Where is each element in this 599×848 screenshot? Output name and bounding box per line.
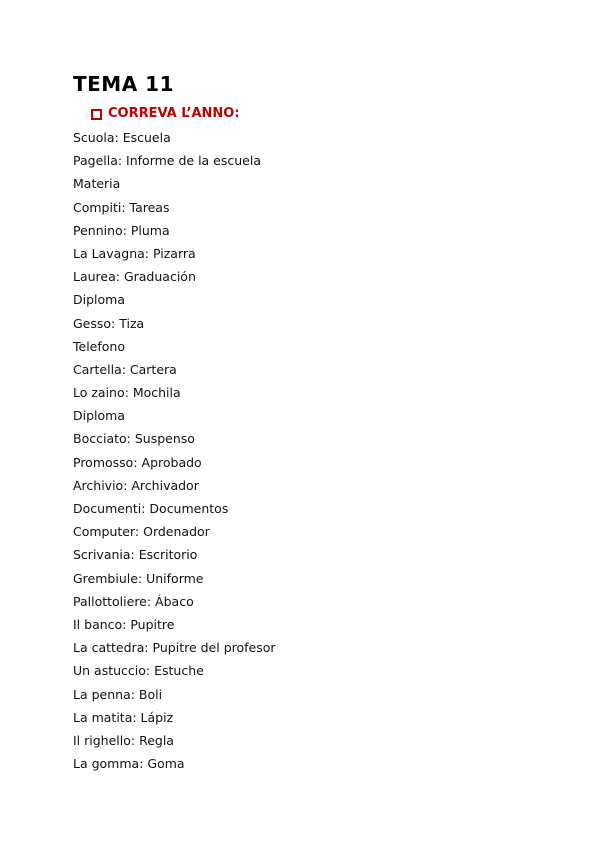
vocabulary-item: Computer: Ordenador <box>73 524 210 540</box>
vocabulary-list <box>73 129 276 778</box>
vocabulary-item: Diploma <box>73 292 125 308</box>
vocabulary-item: Lo zaino: Mochila <box>73 385 181 401</box>
vocabulary-item: Pallottoliere: Ábaco <box>73 593 194 609</box>
vocabulary-item: Il righello: Regla <box>73 732 174 748</box>
vocabulary-item: Grembiule: Uniforme <box>73 570 204 586</box>
vocabulary-item: La cattedra: Pupitre del profesor <box>73 640 276 656</box>
vocabulary-item: Scrivania: Escritorio <box>73 547 198 563</box>
vocabulary-item: La gomma: Goma <box>73 756 185 772</box>
vocabulary-item: Cartella: Cartera <box>73 361 177 377</box>
vocabulary-item: Pagella: Informe de la escuela <box>73 153 261 169</box>
vocabulary-item: Bocciato: Suspenso <box>73 431 195 447</box>
vocabulary-item: Promosso: Aprobado <box>73 454 202 470</box>
vocabulary-item: Diploma <box>73 408 125 424</box>
square-bullet-icon <box>91 109 102 120</box>
section-heading-label: CORREVA L’ANNO: <box>108 106 240 121</box>
section-heading <box>91 106 240 122</box>
vocabulary-item: Telefono <box>73 338 125 354</box>
vocabulary-item: Documenti: Documentos <box>73 501 229 516</box>
vocabulary-item: Pennino: Pluma <box>73 222 170 238</box>
vocabulary-item: Laurea: Graduación <box>73 269 196 285</box>
vocabulary-item: Archivio: Archivador <box>73 477 199 493</box>
vocabulary-item: La matita: Lápiz <box>73 709 174 725</box>
vocabulary-item: Scuola: Escuela <box>73 130 171 145</box>
vocabulary-item: Il banco: Pupitre <box>73 616 175 632</box>
vocabulary-item: La Lavagna: Pizarra <box>73 245 196 261</box>
vocabulary-item: La penna: Boli <box>73 686 163 702</box>
vocabulary-item: Materia <box>73 176 121 192</box>
vocabulary-item: Gesso: Tiza <box>73 315 145 331</box>
vocabulary-item: Compiti: Tareas <box>73 199 170 215</box>
page-title: TEMA 11 <box>73 72 174 96</box>
vocabulary-item: Un astuccio: Estuche <box>73 663 204 679</box>
